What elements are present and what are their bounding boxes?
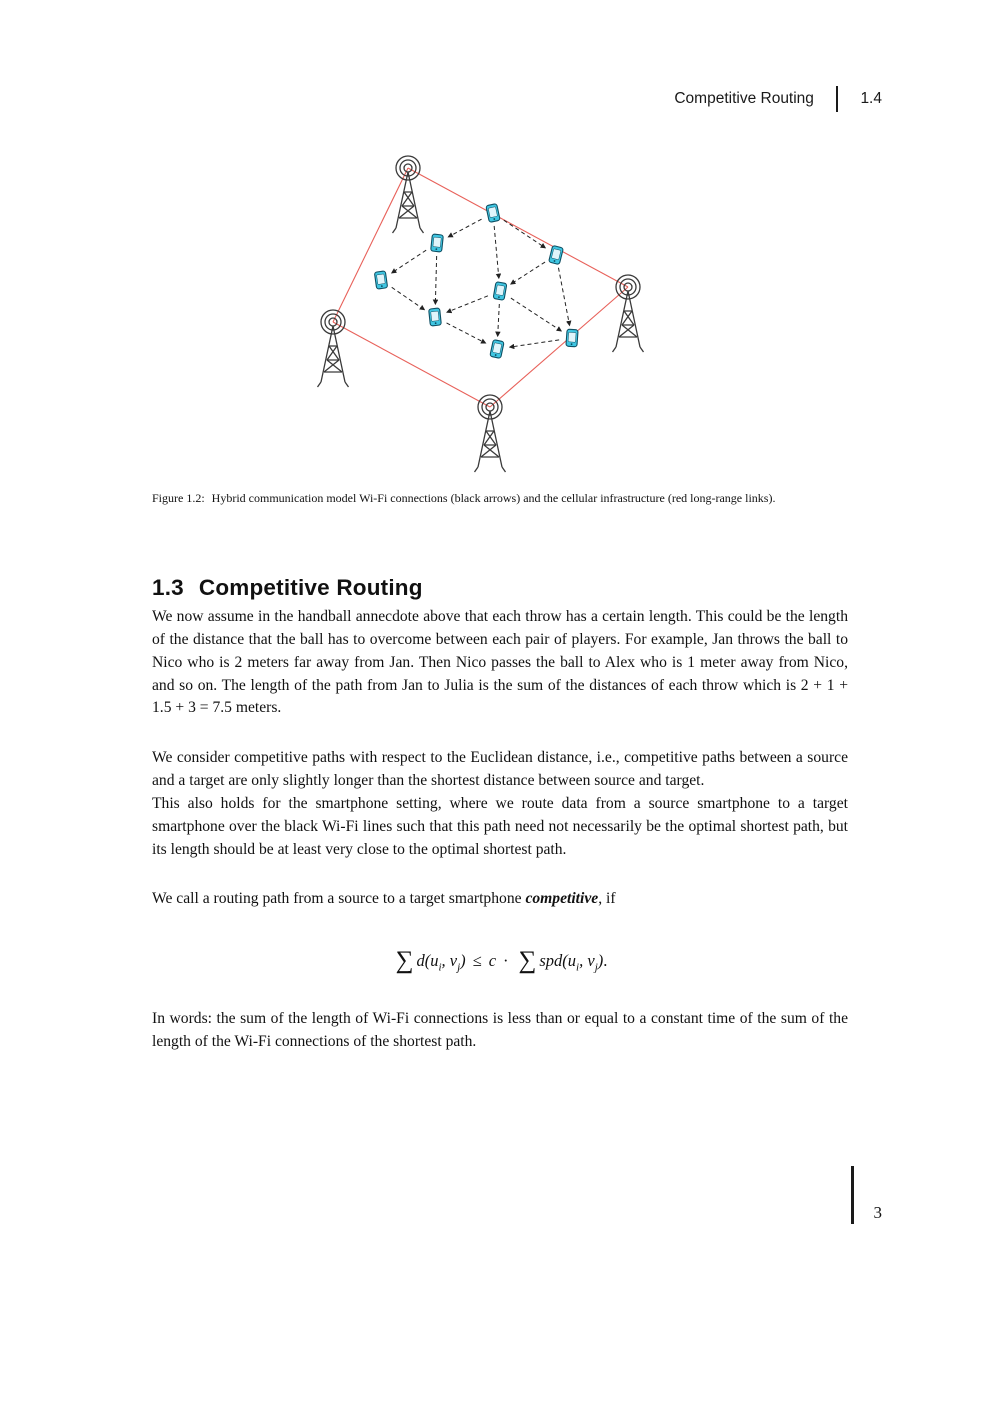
formula-term: , v [579,951,595,971]
page-number: 3 [873,1203,882,1222]
formula-term: , v [441,951,458,971]
formula-term: ) [597,951,604,971]
running-head-title: Competitive Routing [674,90,814,107]
wifi-arrow-line [511,298,561,331]
paragraph-3: This also holds for the smartphone setting, where we route data from a source smartphone to a target smartphone over the black Wi-Fi lines such that this path need not necessarily be the optimal shortest path, but its length should be at least very close to the optimal shortest path. [152,794,848,858]
formula-subscript: i [438,961,442,974]
smartphone [566,329,578,347]
wifi-arrow-line [558,268,569,325]
cell-link-line [490,287,628,407]
formula-subscript: j [594,961,598,974]
wifi-arrow-line [448,219,481,237]
wifi-arrow-line [498,304,500,336]
figure-caption-label: Figure 1.2: [152,491,205,505]
smartphone [429,308,442,326]
formula-period: . [603,951,608,971]
paragraph-1: We now assume in the handball annecdote above that each throw has a certain length. This could be the length of the distance that the ball has to overcome between each pair of players. For example, Jan throws the ball to Nico who is 2 meters far away from Jan. Then Nico passes the ball to Alex who is 1 meter away from Nico, and so on. The length of the path from Jan to Julia is the sum of the distances of each throw which is 2 + 1 + 1.5 + 3 = 7.5 meters. [152,608,848,717]
paragraph-4-before: We call a routing path from a source to a target smartphone [152,890,526,908]
formula-constant: c [488,951,497,971]
wifi-arrow-line [392,287,425,309]
sum-symbol: ∑ [518,947,537,975]
body-text-column [152,606,848,1054]
wifi-arrow-line [510,340,559,347]
figure-caption-text: Hybrid communication model Wi-Fi connections (black arrows) and the cellular infrastructure (red long-range links). [211,491,776,505]
wifi-arrow-line [494,226,499,278]
smartphone [493,282,507,301]
sum-symbol: ∑ [395,947,414,975]
cdot-symbol: · [503,951,509,971]
cell-link-line [333,322,490,407]
smartphone [431,234,444,252]
formula-term: d(u [416,951,439,971]
section-heading [152,575,423,601]
smartphone [486,204,500,223]
wifi-arrow-line [511,262,545,284]
section-title: Competitive Routing [198,574,423,600]
formula-subscript: j [457,961,461,974]
formula-term: spd(u [539,951,577,971]
formula-term: ) [460,951,466,971]
smartphone [374,271,387,289]
wifi-arrow-line [447,296,488,312]
wifi-arrow-line [435,256,436,304]
wifi-arrow-line [504,220,545,248]
formula-subscript: i [576,961,580,974]
cell-link-line [333,168,408,322]
paragraph-4-emphasis: competitive [525,890,599,908]
cell-tower [393,156,424,233]
running-head [0,86,882,112]
paragraph-4 [152,888,848,911]
smartphone [490,340,504,359]
paragraph-4-after: , if [598,890,616,908]
footer-divider [851,1166,854,1224]
paragraph-5: In words: the sum of the length of Wi-Fi connections is less than or equal to a constant time of the sum of the length of the Wi-Fi connections of the shortest path. [152,1009,848,1050]
display-formula [152,941,848,978]
header-divider [836,86,839,112]
smartphone [549,245,564,264]
running-head-section-number: 1.4 [860,90,882,107]
wifi-arrow-line [392,250,426,273]
paragraph-2: We consider competitive paths with respect to the Euclidean distance, i.e., competitive paths between a source and a target are only slightly longer than the shortest distance between source and target. [152,749,848,790]
wifi-arrow-line [447,323,486,343]
leq-symbol: ≤ [472,951,482,971]
figure-network-diagram [300,130,680,490]
figure-svg [300,130,680,490]
page-footer [0,1166,882,1224]
cell-link-line [408,168,628,287]
figure-caption [152,490,820,507]
section-number: 1.3 [152,574,184,600]
